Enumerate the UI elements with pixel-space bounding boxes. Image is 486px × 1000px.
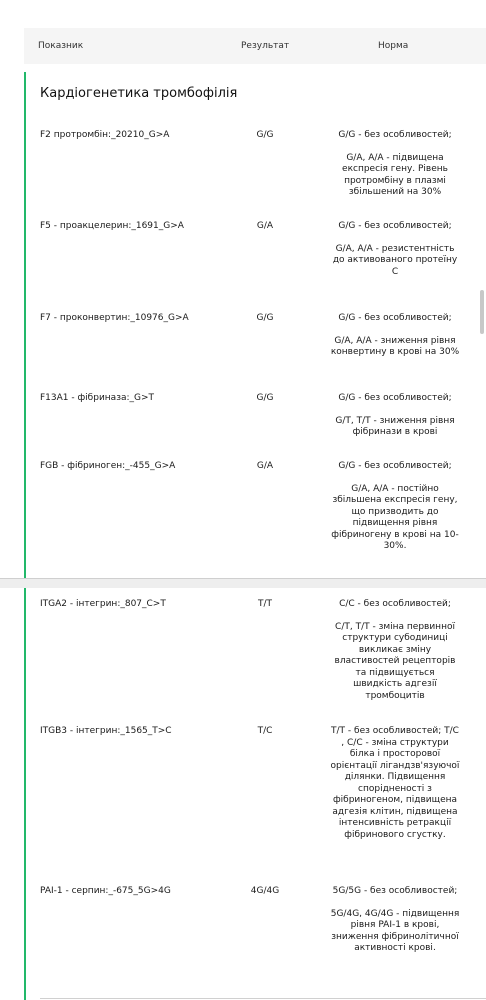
norm-normal: 5G/5G - без особливостей; xyxy=(332,886,458,896)
norm-variant: G/T, T/T - зниження рівня фібринази в крові xyxy=(335,415,455,437)
norm-normal: G/G - без особливостей; xyxy=(338,130,452,140)
result-value: G/A xyxy=(256,461,274,471)
result-value: 4G/4G xyxy=(250,886,280,896)
column-header-result: Результат xyxy=(241,41,290,51)
column-header-norm: Норма xyxy=(378,41,409,51)
result-value: T/T xyxy=(257,599,273,609)
norm-variant: G/A, A/A - резистентність до активованого протеїну C xyxy=(332,243,458,277)
norm-variant: G/A, A/A - постійно збільшена експресія гену, що призводить до підвищення рівня фібриногену в крові на 10-30%. xyxy=(331,483,459,551)
norm-text xyxy=(330,726,460,841)
page-break xyxy=(0,578,486,588)
norm-text xyxy=(330,313,460,359)
indicator-name: F5 - проакцелерин:_1691_G>A xyxy=(40,221,184,231)
norm-text xyxy=(330,886,460,955)
norm-normal: G/G - без особливостей; xyxy=(338,393,452,403)
norm-normal: C/C - без особливостей; xyxy=(339,599,451,609)
norm-text xyxy=(330,221,460,278)
section-title: Кардіогенетика тромбофілія xyxy=(40,86,238,101)
norm-normal: G/G - без особливостей; xyxy=(338,313,452,323)
result-value: G/G xyxy=(256,393,274,403)
indicator-name: PAI-1 - серпин:_-675_5G>4G xyxy=(40,886,171,896)
table-header xyxy=(24,28,486,64)
column-header-indicator: Показник xyxy=(38,41,84,51)
norm-variant: G/A, A/A - зниження рівня конвертину в крові на 30% xyxy=(330,335,460,357)
norm-text xyxy=(330,130,460,199)
norm-normal: T/T - без особливостей; T/C , C/C - зміна структури білка і просторової орієнтації лігандзв'язуючої ділянки. Підвищення спорідненості з фібриногеном, підвищена адгезія клітин, підвищена інтенсивність ретракції фібринового сгустку. xyxy=(330,726,460,840)
norm-variant: 5G/4G, 4G/4G - підвищення рівня PAI-1 в крові, зниження фібринолітичної активності крові. xyxy=(330,908,460,953)
indicator-name: FGB - фібриноген:_-455_G>A xyxy=(40,461,176,471)
norm-text xyxy=(330,599,460,702)
indicator-name: F7 - проконвертин:_10976_G>A xyxy=(40,313,189,323)
result-value: T/C xyxy=(257,726,273,736)
norm-normal: G/G - без особливостей; xyxy=(338,221,452,231)
indicator-name: F2 протромбін:_20210_G>A xyxy=(40,130,170,140)
norm-normal: G/G - без особливостей; xyxy=(338,461,452,471)
result-value: G/A xyxy=(256,221,274,231)
indicator-name: F13A1 - фібриназа:_G>T xyxy=(40,393,155,403)
table-bottom-border xyxy=(40,998,486,999)
norm-text xyxy=(330,393,460,439)
indicator-name: ITGB3 - інтегрин:_1565_T>C xyxy=(40,726,172,736)
scrollbar[interactable] xyxy=(480,290,484,334)
norm-variant: C/T, T/T - зміна первинної структури субодиниці викликає зміну властивостей рецепторів та підвищується швидкість адгезії тромбоцитів xyxy=(334,621,456,701)
norm-text xyxy=(330,461,460,553)
norm-variant: G/A, A/A - підвищена експресія гену. Рівень протромбіну в плазмі збільшений на 30% xyxy=(342,152,448,197)
indicator-name: ITGA2 - інтегрин:_807_C>T xyxy=(40,599,166,609)
result-value: G/G xyxy=(256,313,274,323)
result-value: G/G xyxy=(256,130,274,140)
divider xyxy=(0,578,486,579)
